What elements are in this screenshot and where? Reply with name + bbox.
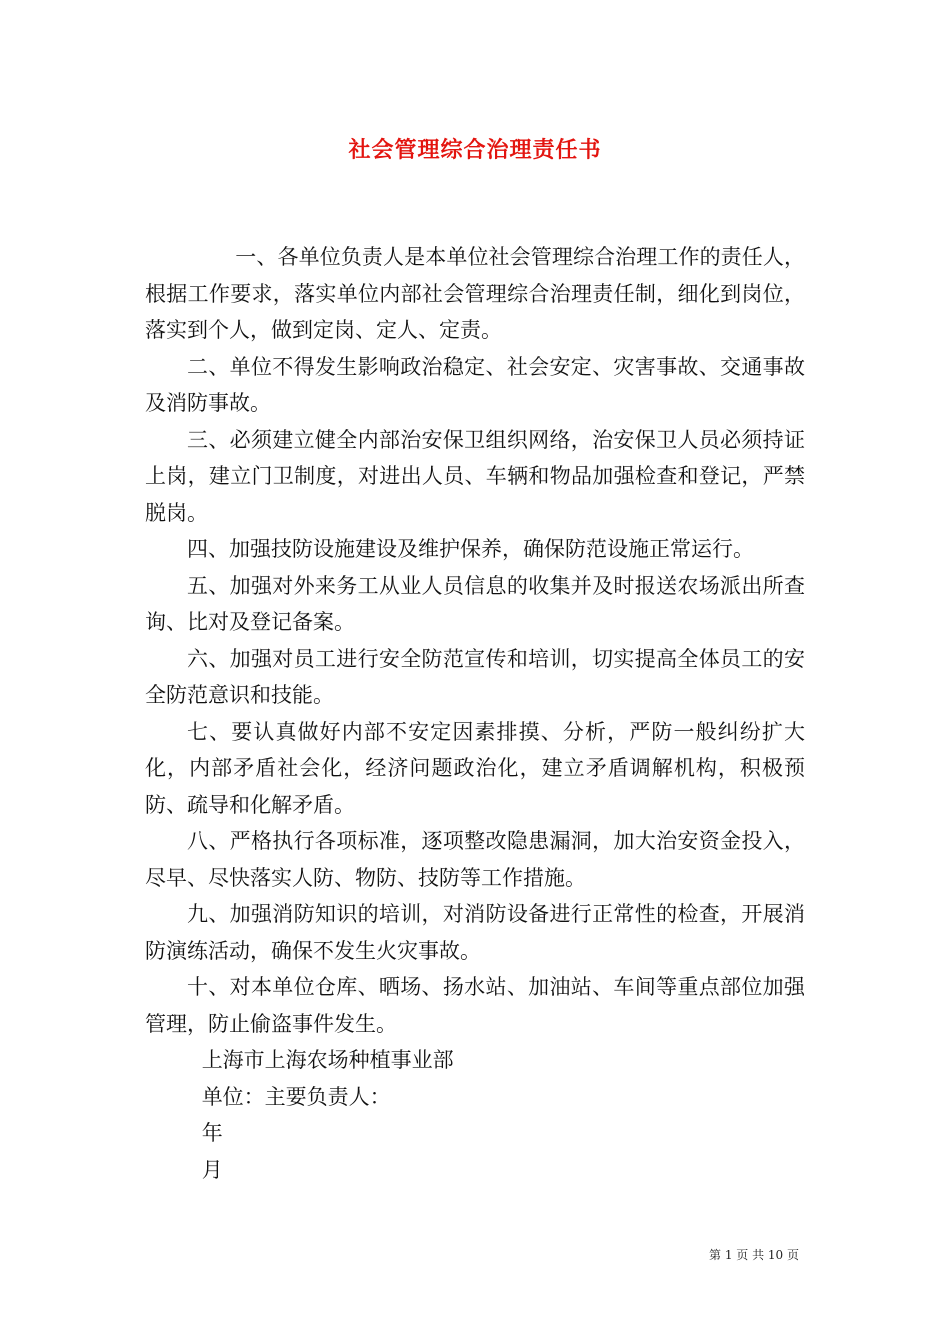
paragraph-8: 八、严格执行各项标准，逐项整改隐患漏洞，加大治安资金投入，尽早、尽快落实人防、物防、技防等工作措施。: [145, 829, 805, 890]
paragraph-3: 三、必须建立健全内部治安保卫组织网络，治安保卫人员必须持证上岗，建立门卫制度，对进出人员、车辆和物品加强检查和登记，严禁脱岗。: [145, 427, 805, 525]
paragraph-5: 五、加强对外来务工从业人员信息的收集并及时报送农场派出所查询、比对及登记备案。: [145, 573, 805, 634]
page-indicator: 第 1 页 共 10 页: [709, 1248, 799, 1262]
signature-year: 年: [201, 1121, 223, 1145]
paragraph-9: 九、加强消防知识的培训，对消防设备进行正常性的检查，开展消防演练活动，确保不发生火灾事故。: [145, 902, 805, 963]
paragraph-1: 一、各单位负责人是本单位社会管理综合治理工作的责任人，根据工作要求，落实单位内部社会管理综合治理责任制，细化到岗位，落实到个人，做到定岗、定人、定责。: [145, 245, 805, 342]
paragraph-4: 四、加强技防设施建设及维护保养，确保防范设施正常运行。: [187, 537, 754, 561]
document-title: 社会管理综合治理责任书: [348, 138, 602, 163]
paragraph-6: 六、加强对员工进行安全防范宣传和培训，切实提高全体员工的安全防范意识和技能。: [145, 646, 805, 707]
signature-organization: 上海市上海农场种植事业部: [201, 1048, 454, 1072]
paragraph-7: 七、要认真做好内部不安定因素排摸、分析，严防一般纠纷扩大化，内部矛盾社会化，经济问题政治化，建立矛盾调解机构，积极预防、疏导和化解矛盾。: [145, 719, 805, 817]
paragraph-2: 二、单位不得发生影响政治稳定、社会安定、灾害事故、交通事故及消防事故。: [145, 354, 805, 415]
document-body: [145, 239, 805, 1188]
signature-month: 月: [201, 1157, 223, 1182]
paragraph-10: 十、对本单位仓库、晒场、扬水站、加油站、车间等重点部位加强管理，防止偷盗事件发生。: [145, 975, 805, 1036]
signature-unit-line: 单位：主要负责人：: [201, 1084, 391, 1109]
